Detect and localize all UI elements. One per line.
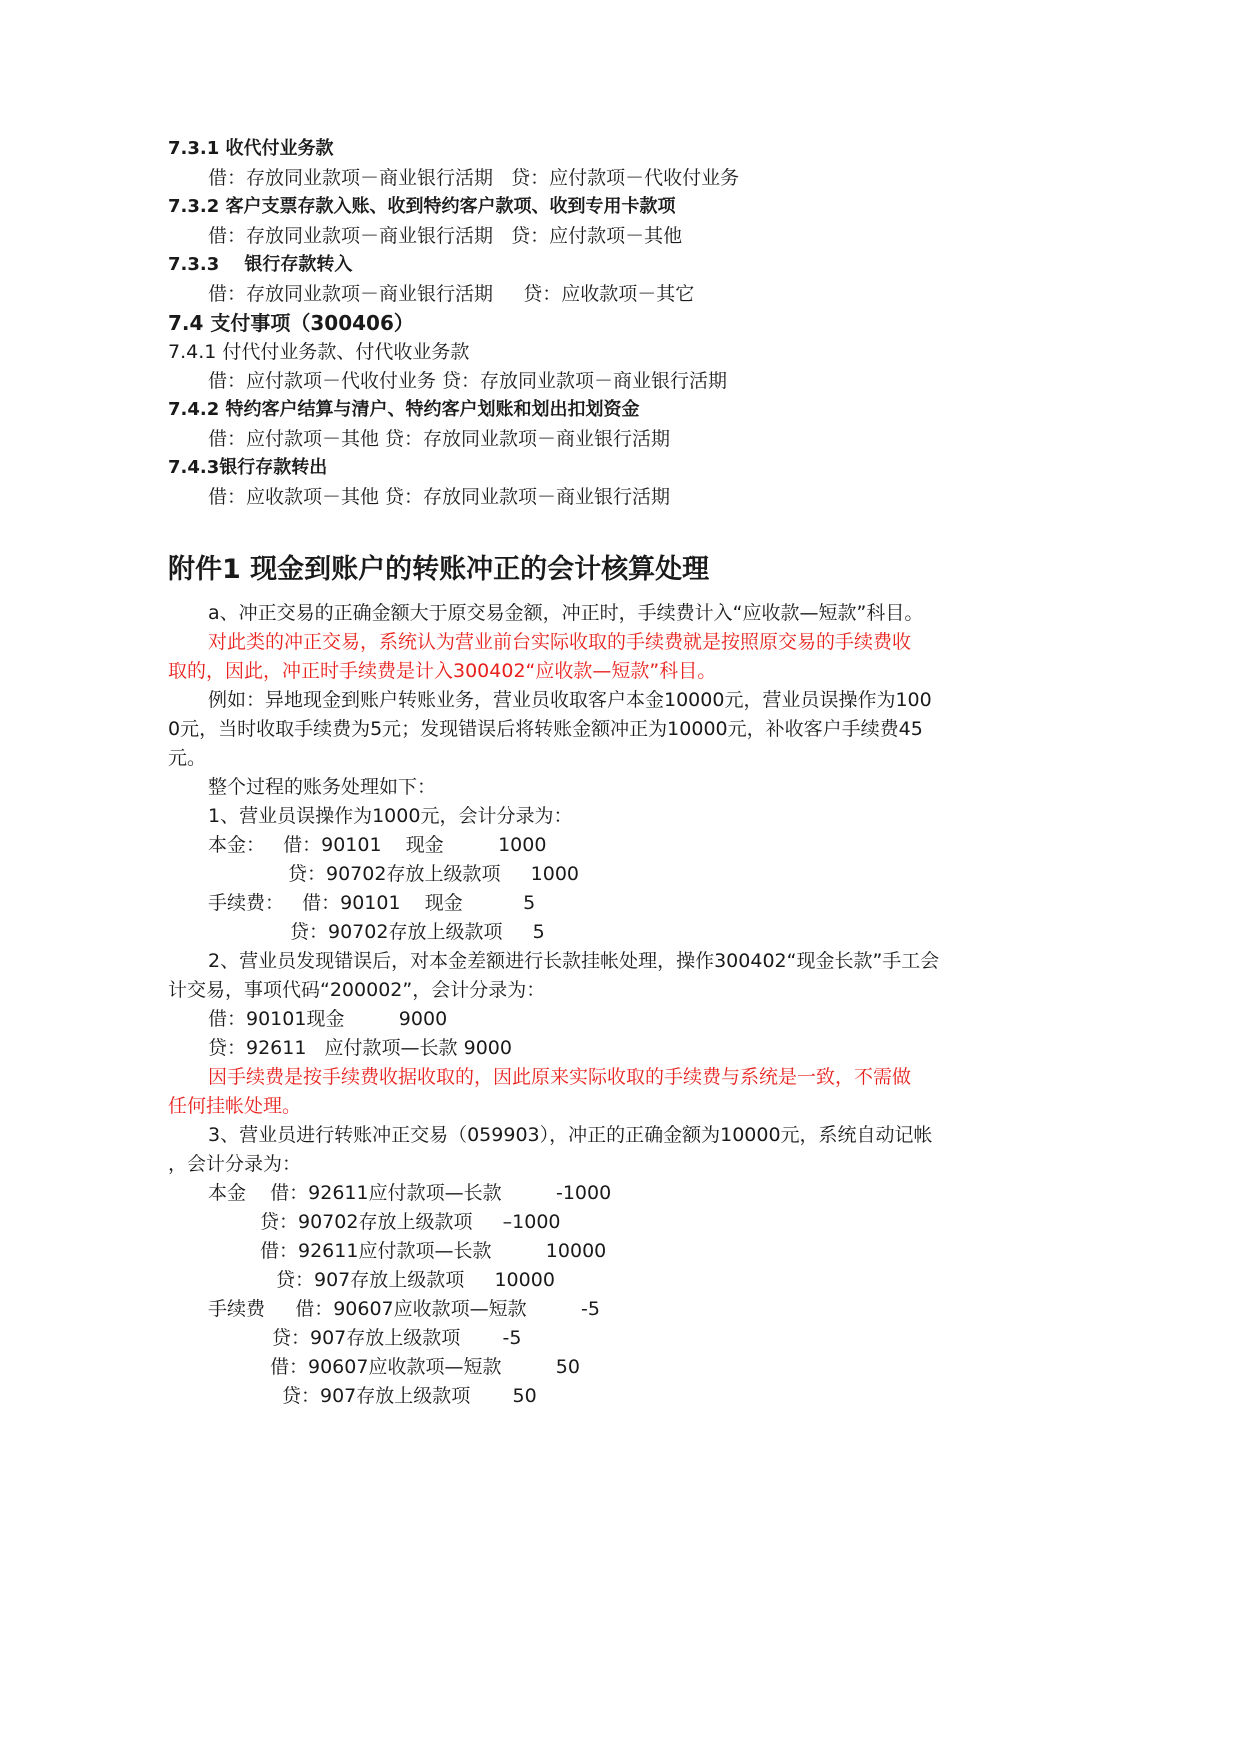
heading-7-3-2: 7.3.2 客户支票存款入账、收到特约客户款项、收到专用卡款项 [168, 196, 676, 217]
step-1-entry-a: 本金： 借：90101 现金 1000 [208, 834, 547, 856]
red-note-2-line-2: 任何挂帐处理。 [168, 1095, 302, 1117]
entry-7-4-3: 借：应收款项－其他 贷：存放同业款项－商业银行活期 [208, 486, 671, 508]
step-3-entry-c: 借：92611应付款项—长款 10000 [260, 1240, 607, 1262]
example-line-1: 例如：异地现金到账户转账业务，营业员收取客户本金10000元，营业员误操作为100 [208, 689, 932, 711]
heading-7-3-1: 7.3.1 收代付业务款 [168, 138, 334, 159]
heading-7-4-1: 7.4.1 付代付业务款、付代收业务款 [168, 341, 470, 363]
step-1-entry-c: 手续费： 借：90101 现金 5 [208, 892, 536, 914]
entry-7-3-1: 借：存放同业款项－商业银行活期 贷：应付款项－代收付业务 [208, 167, 740, 189]
red-note-2-line-1: 因手续费是按手续费收据收取的，因此原来实际收取的手续费与系统是一致，不需做 [208, 1066, 912, 1088]
step-3-entry-h: 贷：907存放上级款项 50 [282, 1385, 537, 1407]
step-3-line-2: ，会计分录为： [168, 1153, 302, 1175]
step-3-entry-g: 借：90607应收款项—短款 50 [270, 1356, 580, 1378]
step-3-entry-a: 本金 借：92611应付款项—长款 -1000 [208, 1182, 612, 1204]
heading-7-4-2: 7.4.2 特约客户结算与清户、特约客户划账和划出扣划资金 [168, 399, 640, 420]
red-note-1-line-2: 取的，因此，冲正时手续费是计入300402“应收款—短款”科目。 [168, 660, 717, 682]
process-intro: 整个过程的账务处理如下： [208, 776, 437, 798]
step-1: 1、营业员误操作为1000元，会计分录为： [208, 805, 573, 827]
entry-7-4-1: 借：应付款项－代收付业务 贷：存放同业款项－商业银行活期 [208, 370, 728, 392]
step-3-entry-e: 手续费 借：90607应收款项—短款 -5 [208, 1298, 600, 1320]
heading-7-3-3: 7.3.3 银行存款转入 [168, 254, 353, 275]
entry-7-3-3: 借：存放同业款项－商业银行活期 贷：应收款项－其它 [208, 283, 695, 305]
step-2-line-2: 计交易，事项代码“200002”，会计分录为： [168, 979, 546, 1001]
paragraph-a: a、冲正交易的正确金额大于原交易金额，冲正时，手续费计入“应收款—短款”科目。 [208, 602, 924, 624]
entry-7-3-2: 借：存放同业款项－商业银行活期 贷：应付款项－其他 [208, 225, 683, 247]
step-2-line-1: 2、营业员发现错误后，对本金差额进行长款挂帐处理，操作300402“现金长款”手工会 [208, 950, 940, 972]
example-line-2: 0元，当时收取手续费为5元；发现错误后将转账金额冲正为10000元，补收客户手续费45 [168, 718, 923, 740]
step-3-entry-f: 贷：907存放上级款项 -5 [272, 1327, 522, 1349]
step-1-entry-d: 贷：90702存放上级款项 5 [290, 921, 545, 943]
step-3-entry-d: 贷：907存放上级款项 10000 [276, 1269, 555, 1291]
example-line-3: 元。 [168, 747, 207, 769]
step-3-entry-b: 贷：90702存放上级款项 –1000 [260, 1211, 561, 1233]
step-1-entry-b: 贷：90702存放上级款项 1000 [288, 863, 579, 885]
appendix-title: 附件1 现金到账户的转账冲正的会计核算处理 [168, 554, 710, 585]
red-note-1-line-1: 对此类的冲正交易，系统认为营业前台实际收取的手续费就是按照原交易的手续费收 [208, 631, 912, 653]
heading-7-4-3: 7.4.3银行存款转出 [168, 457, 328, 478]
step-2-entry-b: 贷：92611 应付款项—长款 9000 [208, 1037, 512, 1059]
step-3-line-1: 3、营业员进行转账冲正交易（059903），冲正的正确金额为10000元，系统自动记帐 [208, 1124, 933, 1146]
heading-7-4: 7.4 支付事项（300406） [168, 311, 414, 335]
entry-7-4-2: 借：应付款项－其他 贷：存放同业款项－商业银行活期 [208, 428, 671, 450]
step-2-entry-a: 借：90101现金 9000 [208, 1008, 448, 1030]
